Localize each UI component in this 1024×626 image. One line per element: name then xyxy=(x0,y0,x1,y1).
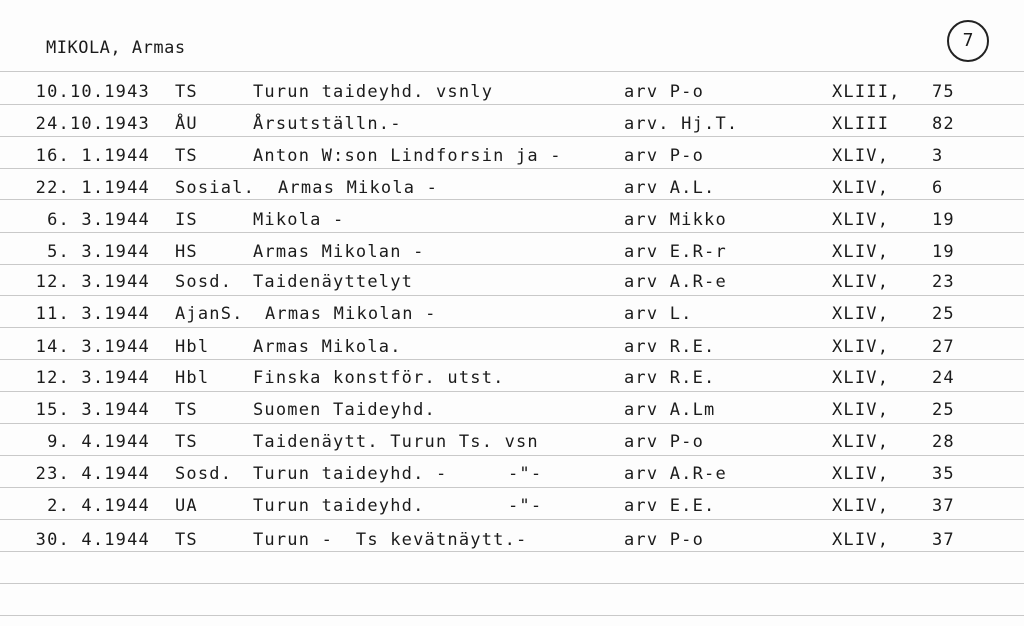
entry-newspaper: Sosd. xyxy=(175,464,233,484)
entry-title: Armas Mikola. xyxy=(253,337,402,357)
entry-row xyxy=(0,108,1024,140)
entry-title: Taidenäyttelyt xyxy=(253,272,414,292)
entry-date: 12. 3.1944 xyxy=(35,368,150,388)
entry-volume: XLIV, xyxy=(832,304,890,324)
entry-page: 19 xyxy=(932,242,955,262)
entry-row xyxy=(0,236,1024,268)
entry-date: 12. 3.1944 xyxy=(35,272,150,292)
entry-review: arv. Hj.T. xyxy=(624,114,739,134)
entry-newspaper: Hbl xyxy=(175,368,210,388)
entry-review: arv P-o xyxy=(624,530,705,550)
entry-page: 37 xyxy=(932,496,955,516)
entry-row xyxy=(0,394,1024,426)
entry-row xyxy=(0,362,1024,394)
entry-page: 82 xyxy=(932,114,955,134)
entry-newspaper: TS xyxy=(175,432,198,452)
entry-date: 22. 1.1944 xyxy=(35,178,150,198)
entry-title: Mikola - xyxy=(253,210,345,230)
entry-date: 14. 3.1944 xyxy=(35,337,150,357)
entry-title: Suomen Taideyhd. xyxy=(253,400,436,420)
entry-review: arv A.R-e xyxy=(624,272,727,292)
entry-volume: XLIII, xyxy=(832,82,901,102)
entry-review: arv R.E. xyxy=(624,337,716,357)
entry-review: arv A.Lm xyxy=(624,400,716,420)
entry-review: arv E.E. xyxy=(624,496,716,516)
entry-title: Anton W:son Lindforsin ja - xyxy=(253,146,562,166)
entry-row xyxy=(0,204,1024,236)
entry-volume: XLIV, xyxy=(832,210,890,230)
entry-row xyxy=(0,140,1024,172)
entry-volume: XLIV, xyxy=(832,178,890,198)
entry-volume: XLIV, xyxy=(832,496,890,516)
entry-newspaper: ÅU xyxy=(175,114,198,134)
entry-newspaper: Sosd. xyxy=(175,272,233,292)
ruled-line xyxy=(0,71,1024,72)
entry-volume: XLIV, xyxy=(832,368,890,388)
entry-review: arv Mikko xyxy=(624,210,727,230)
entry-page: 23 xyxy=(932,272,955,292)
entry-newspaper: AjanS. xyxy=(175,304,244,324)
entry-newspaper: TS xyxy=(175,146,198,166)
entry-review: arv P-o xyxy=(624,82,705,102)
entry-title: Armas Mikola - xyxy=(278,178,439,198)
entry-review: arv E.R-r xyxy=(624,242,727,262)
entry-page: 37 xyxy=(932,530,955,550)
entry-row xyxy=(0,331,1024,363)
entry-row xyxy=(0,298,1024,330)
entry-row xyxy=(0,172,1024,204)
entry-title: Turun - Ts kevätnäytt.- xyxy=(253,530,528,550)
entry-newspaper: TS xyxy=(175,82,198,102)
entry-date: 16. 1.1944 xyxy=(35,146,150,166)
card-number-circle: 7 xyxy=(947,20,989,62)
entry-row xyxy=(0,458,1024,490)
entry-newspaper: HS xyxy=(175,242,198,262)
entry-title: Turun taideyhd. - xyxy=(253,464,448,484)
entry-page: 28 xyxy=(932,432,955,452)
entry-review: arv A.L. xyxy=(624,178,716,198)
entry-page: 27 xyxy=(932,337,955,357)
entry-review: arv L. xyxy=(624,304,693,324)
card-title: MIKOLA, Armas xyxy=(46,38,186,58)
entry-page: 25 xyxy=(932,400,955,420)
entry-review: arv P-o xyxy=(624,146,705,166)
entry-date: 23. 4.1944 xyxy=(35,464,150,484)
entry-date: 9. 4.1944 xyxy=(47,432,150,452)
entry-newspaper: TS xyxy=(175,400,198,420)
entry-title: Turun taideyhd. xyxy=(253,496,425,516)
entry-newspaper: Sosial. xyxy=(175,178,256,198)
entry-volume: XLIII xyxy=(832,114,890,134)
entry-title: Armas Mikolan - xyxy=(265,304,437,324)
entry-date: 30. 4.1944 xyxy=(35,530,150,550)
entry-volume: XLIV, xyxy=(832,242,890,262)
entry-page: 25 xyxy=(932,304,955,324)
entry-newspaper: IS xyxy=(175,210,198,230)
entry-ditto: -"- xyxy=(508,464,543,484)
entry-page: 3 xyxy=(932,146,944,166)
ruled-line xyxy=(0,615,1024,616)
entry-date: 5. 3.1944 xyxy=(47,242,150,262)
entry-row xyxy=(0,426,1024,458)
entry-date: 2. 4.1944 xyxy=(47,496,150,516)
entry-volume: XLIV, xyxy=(832,432,890,452)
entry-date: 15. 3.1944 xyxy=(35,400,150,420)
entry-page: 19 xyxy=(932,210,955,230)
entry-review: arv P-o xyxy=(624,432,705,452)
entry-date: 6. 3.1944 xyxy=(47,210,150,230)
entry-volume: XLIV, xyxy=(832,146,890,166)
entry-title: Taidenäytt. Turun Ts. vsn xyxy=(253,432,539,452)
entry-date: 24.10.1943 xyxy=(35,114,150,134)
entry-row xyxy=(0,490,1024,522)
entry-newspaper: TS xyxy=(175,530,198,550)
entry-title: Årsutställn.- xyxy=(253,114,402,134)
entry-title: Finska konstför. utst. xyxy=(253,368,505,388)
entry-page: 75 xyxy=(932,82,955,102)
ruled-line xyxy=(0,583,1024,584)
entry-row xyxy=(0,76,1024,108)
entry-date: 11. 3.1944 xyxy=(35,304,150,324)
entry-ditto: -"- xyxy=(508,496,543,516)
entry-title: Turun taideyhd. vsnly xyxy=(253,82,494,102)
entry-date: 10.10.1943 xyxy=(35,82,150,102)
entry-newspaper: UA xyxy=(175,496,198,516)
entry-page: 24 xyxy=(932,368,955,388)
entry-volume: XLIV, xyxy=(832,530,890,550)
entry-row xyxy=(0,266,1024,298)
entry-row xyxy=(0,524,1024,556)
entry-page: 6 xyxy=(932,178,944,198)
entry-volume: XLIV, xyxy=(832,272,890,292)
entry-newspaper: Hbl xyxy=(175,337,210,357)
entry-review: arv A.R-e xyxy=(624,464,727,484)
entry-page: 35 xyxy=(932,464,955,484)
entry-volume: XLIV, xyxy=(832,400,890,420)
entry-volume: XLIV, xyxy=(832,464,890,484)
entry-review: arv R.E. xyxy=(624,368,716,388)
entry-title: Armas Mikolan - xyxy=(253,242,425,262)
entry-volume: XLIV, xyxy=(832,337,890,357)
